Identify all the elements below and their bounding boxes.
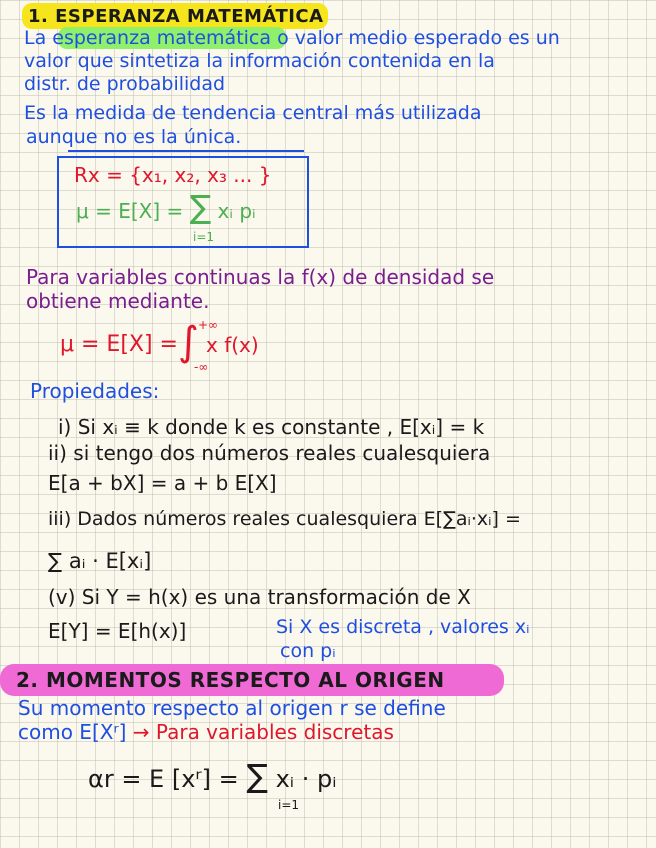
- integral-sign: ∫: [178, 319, 199, 365]
- sum-lower-bound: i=1: [193, 230, 215, 244]
- intro-line-3: distr. de probabilidad: [24, 73, 226, 95]
- moment-sum-symbol: ∑: [246, 757, 268, 795]
- property-2: ii) si tengo dos números reales cualesquiera: [48, 441, 491, 465]
- discrete-note: Para variables discretas: [155, 720, 394, 744]
- intro-line-1: [24, 27, 560, 49]
- property-3: iii) Dados números reales cualesquiera E[∑aᵢ·xᵢ] =: [48, 508, 521, 530]
- moment-expectation: como E[Xʳ]: [18, 720, 127, 744]
- intro-line-5: aunque no es la única.: [26, 126, 242, 148]
- properties-title: Propiedades:: [30, 379, 160, 403]
- integral-lower: -∞: [194, 360, 209, 374]
- integral-upper: +∞: [198, 318, 219, 332]
- moment-formula-lhs: αr = E [xʳ] =: [88, 765, 239, 793]
- property-4-note-1: Si X es discreta , valores xᵢ: [276, 616, 530, 638]
- property-4-formula: E[Y] = E[h(x)]: [48, 619, 187, 643]
- intro-line-1-rest: o valor medio esperado es un: [277, 27, 560, 49]
- sum-term: xᵢ pᵢ: [217, 199, 256, 223]
- property-3-formula: ∑ aᵢ · E[xᵢ]: [48, 549, 152, 573]
- moment-formula: [88, 757, 337, 795]
- section1-title: 1. ESPERANZA MATEMÁTICA: [28, 6, 324, 27]
- property-2-formula: E[a + bX] = a + b E[X]: [48, 471, 277, 495]
- moment-line-1: Su momento respecto al origen r se define: [18, 696, 446, 720]
- intro-line-4: Es la medida de tendencia central más utilizada: [24, 102, 482, 124]
- section2-title: 2. MOMENTOS RESPECTO AL ORIGEN: [16, 668, 445, 692]
- sum-symbol: ∑: [189, 188, 212, 226]
- property-1: i) Si xᵢ ≡ k donde k es constante , E[xᵢ] = k: [58, 415, 485, 439]
- continuous-line-2: obtiene mediante.: [26, 289, 210, 313]
- intro-line-2: valor que sintetiza la información contenida en la: [24, 50, 495, 72]
- range-definition: Rx = {x₁, x₂, x₃ ... }: [74, 163, 272, 187]
- integral-lhs: μ = E[X] =: [60, 332, 178, 357]
- mean-definition: [76, 188, 256, 226]
- highlighted-term: La esperanza matemática: [24, 27, 272, 49]
- integral-term: x f(x): [206, 333, 259, 357]
- moment-sum-lower: i=1: [278, 798, 300, 812]
- mean-lhs: μ = E[X] =: [76, 199, 184, 223]
- moment-line-2: [18, 721, 394, 743]
- continuous-line-1: Para variables continuas la f(x) de densidad se: [26, 265, 495, 289]
- arrow-icon: →: [132, 720, 150, 744]
- moment-sum-term: xᵢ · pᵢ: [275, 765, 337, 793]
- property-4-note-2: con pᵢ: [280, 640, 336, 662]
- property-4: (v) Si Y = h(x) es una transformación de X: [48, 585, 471, 609]
